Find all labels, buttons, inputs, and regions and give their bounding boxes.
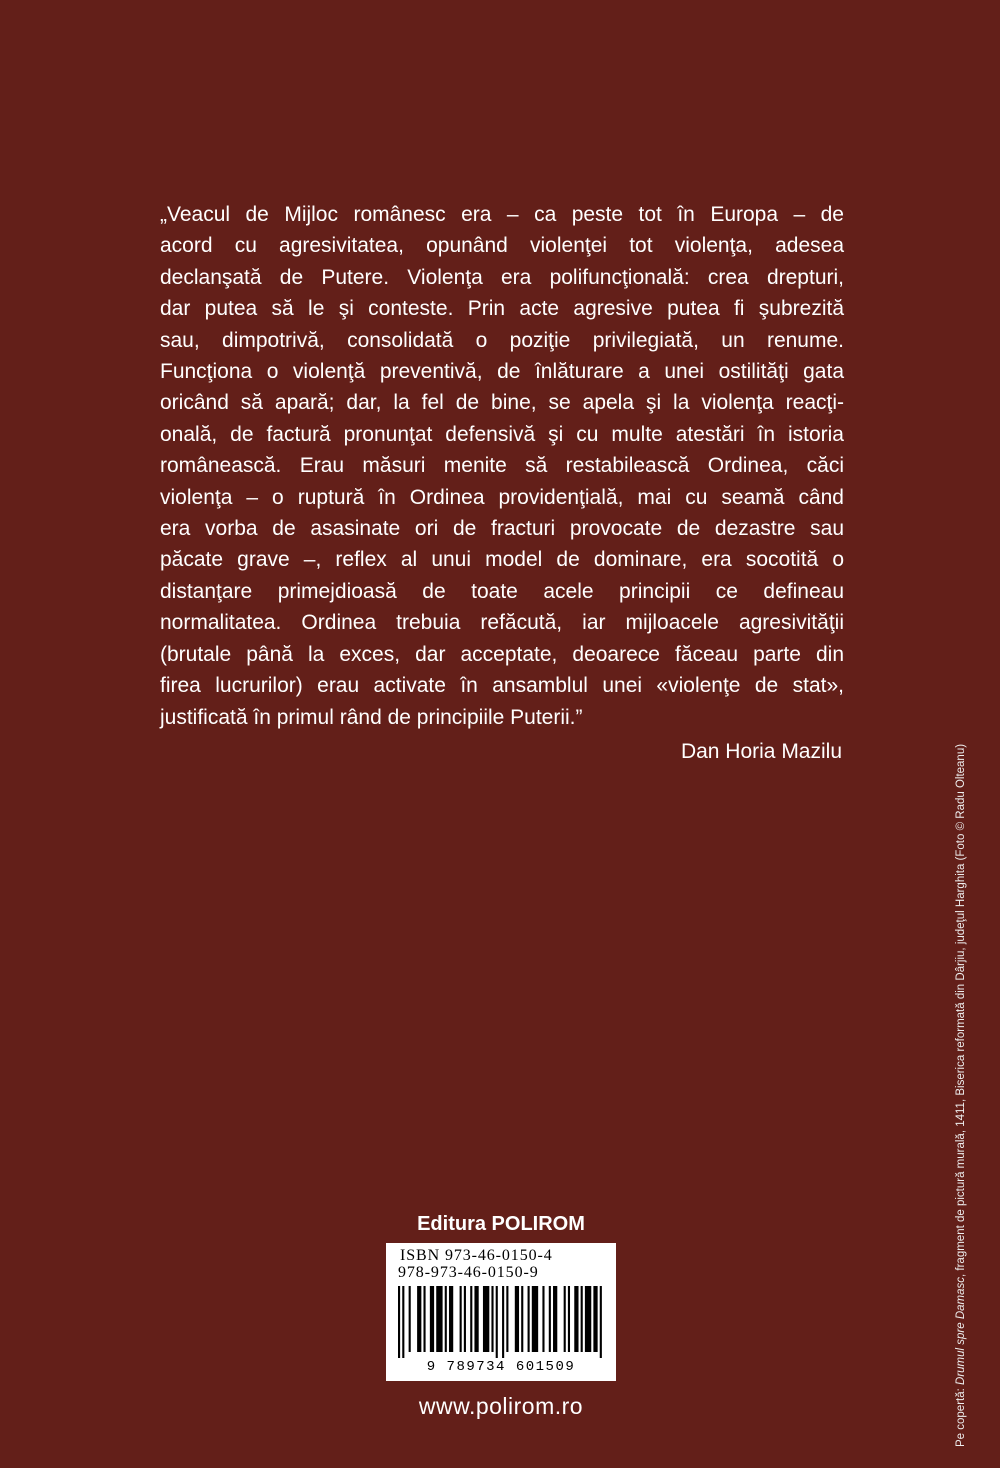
quote-line: Funcţiona o violenţă preventivă, de înlăturare a unei ostilităţi gata	[160, 360, 844, 384]
barcode-bar	[470, 1286, 472, 1352]
barcode-bar	[532, 1286, 538, 1352]
barcode-bar	[568, 1286, 570, 1352]
quote-line: păcate grave –, reflex al unui model de dominare, era socotită o	[160, 548, 844, 572]
quote-line: justificată în primul rând de principiile Puterii.”	[160, 705, 583, 729]
quote-line: distanţare primejdioasă de toate acele principii ce defineau	[160, 579, 844, 603]
barcode-bar	[600, 1286, 602, 1358]
barcode-bar	[449, 1286, 453, 1352]
barcode-bar	[417, 1286, 421, 1352]
barcode-bar	[521, 1286, 523, 1352]
isbn-10: ISBN 973-46-0150-4	[400, 1247, 553, 1264]
quote-line: violenţa – o ruptură în Ordinea providenţială, mai cu seamă când	[160, 485, 844, 509]
quote-line: românească. Erau măsuri menite să restabilească Ordinea, căci	[160, 454, 844, 478]
barcode-bar	[506, 1286, 508, 1352]
publisher-name: Editura POLIROM	[417, 1213, 585, 1235]
barcode-bar	[445, 1286, 447, 1352]
barcode-bar	[549, 1286, 551, 1352]
barcode-bar	[423, 1286, 425, 1352]
barcode-bar	[436, 1286, 442, 1352]
barcode-bar	[409, 1286, 411, 1352]
barcode-bar	[564, 1286, 566, 1352]
barcode-bar	[574, 1286, 578, 1352]
barcode-bar	[581, 1286, 583, 1352]
barcode-bar	[553, 1286, 557, 1352]
quote-line: normalitatea. Ordinea trebuia refăcută, iar mijloacele agresivităţii	[160, 611, 844, 635]
quote-line: era vorba de asasinate ori de fracturi provocate de dezastre sau	[160, 517, 844, 541]
quote-line: declanşată de Putere. Violenţa era polifuncţională: crea drepturi,	[160, 265, 844, 289]
barcode-bar	[585, 1286, 591, 1352]
blurb-quote	[160, 199, 844, 733]
barcode-bar	[460, 1286, 462, 1352]
barcode-bar	[464, 1286, 466, 1352]
barcode-bar	[502, 1286, 504, 1358]
quote-line: sau, dimpotrivă, consolidată o poziţie privilegiată, un renume.	[160, 328, 844, 352]
quote-line: onală, de factură pronunţat defensivă şi cu multe atestări în istoria	[160, 422, 844, 446]
barcode-bar	[474, 1286, 478, 1352]
quote-line: (brutale până la exces, dar acceptate, deoarece făceau parte din	[160, 642, 844, 666]
barcode-digits: 9 789734 601509	[426, 1359, 576, 1375]
quote-author: Dan Horia Mazilu	[680, 740, 842, 763]
quote-line: dar putea să le şi conteste. Prin acte agresive putea fi şubrezită	[160, 297, 844, 321]
barcode-bars	[398, 1286, 604, 1358]
barcode-bar	[515, 1286, 519, 1352]
barcode-bar	[483, 1286, 489, 1352]
isbn-barcode	[386, 1243, 616, 1381]
barcode-bar	[402, 1286, 404, 1358]
barcode-bar	[542, 1286, 544, 1352]
quote-line: acord cu agresivitatea, opunând violenţei tot violenţa, adesea	[160, 234, 844, 258]
barcode-bar	[398, 1286, 400, 1358]
quote-line: „Veacul de Mijloc românesc era – ca peste tot în Europa – de	[160, 203, 844, 226]
barcode-bar	[528, 1286, 530, 1352]
cover-photo-credit	[955, 744, 967, 1447]
credit-title: Drumul spre Damasc	[955, 1276, 967, 1385]
quote-line: firea lucrurilor) erau activate în ansamblul unei «violenţe de stat»,	[160, 674, 844, 698]
isbn-13: 978-973-46-0150-9	[398, 1264, 539, 1281]
credit-rest: , fragment de pictură murală, 1411, Biserica reformată din Dârjiu, judeţul Harghita (Foto © Radu Olteanu)	[955, 743, 967, 1277]
publisher-website[interactable]: www.polirom.ro	[418, 1393, 584, 1419]
barcode-bar	[491, 1286, 493, 1352]
barcode-bar	[430, 1286, 434, 1352]
barcode-bar	[496, 1286, 498, 1358]
credit-prefix: Pe copertă:	[955, 1384, 967, 1447]
quote-line: oricând să apară; dar, la fel de bine, se apela şi la violenţa reacţi-	[160, 391, 844, 415]
barcode-bar	[593, 1286, 597, 1352]
